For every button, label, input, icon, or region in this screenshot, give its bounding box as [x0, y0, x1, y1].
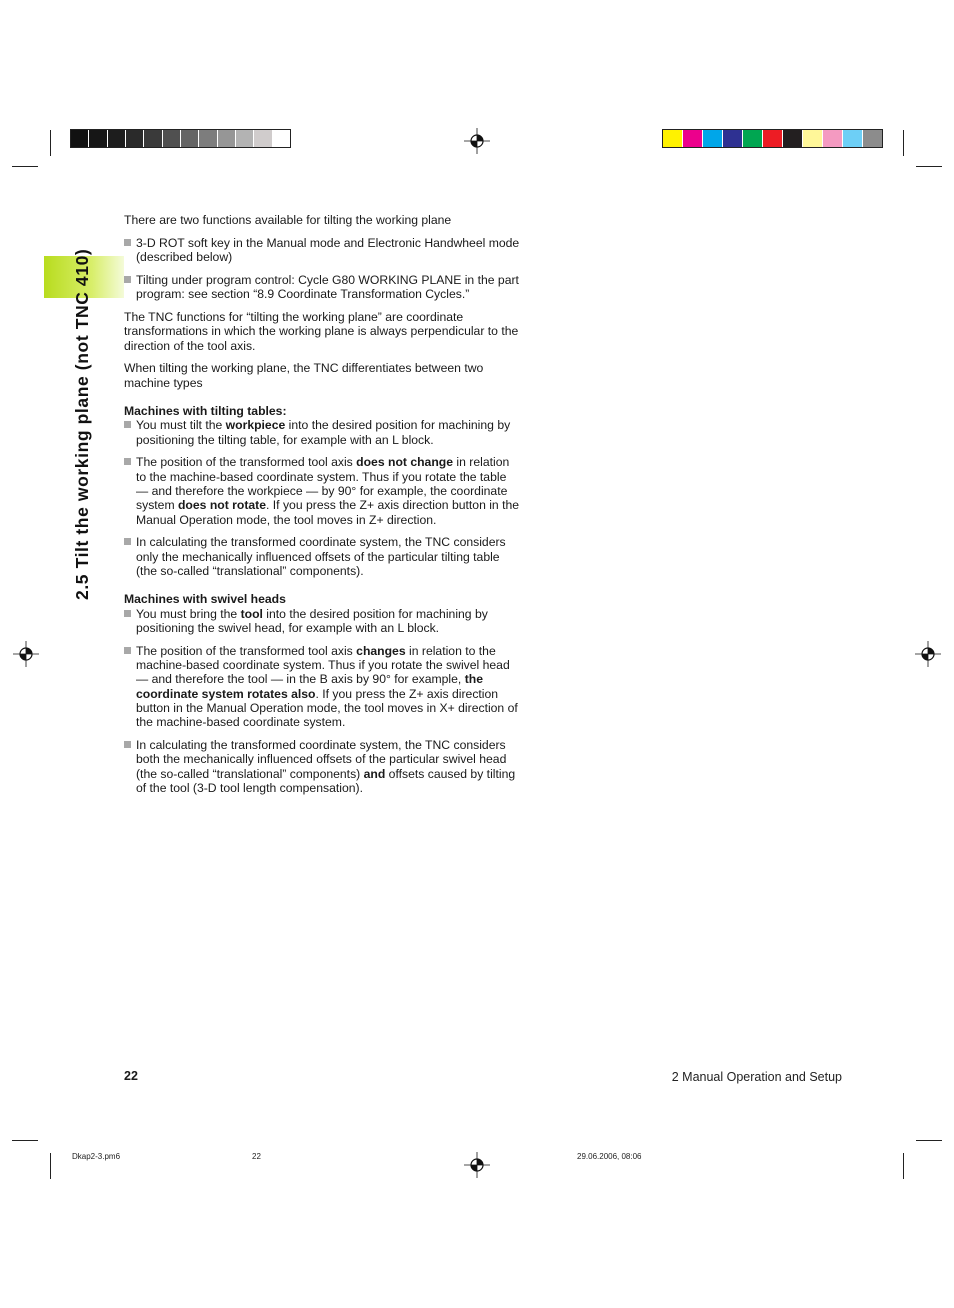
print-page: 22 [252, 1152, 261, 1161]
bullet-square-icon [124, 458, 131, 465]
color-swatch [683, 130, 703, 147]
chapter-label: 2 Manual Operation and Setup [671, 1070, 842, 1084]
color-swatch [108, 130, 126, 147]
page-number: 22 [124, 1069, 138, 1083]
body-paragraph: The TNC functions for “tilting the working plane” are coordinate transformations in which the working plane is always perpendicular to the direction of the tool axis. [124, 309, 519, 353]
color-swatch [163, 130, 181, 147]
registration-mark-icon [915, 641, 941, 667]
color-swatch [199, 130, 217, 147]
color-swatch [71, 130, 89, 147]
crop-mark [916, 1140, 942, 1141]
crop-mark [12, 166, 38, 167]
grayscale-color-bar [70, 129, 291, 148]
registration-mark-icon [464, 1152, 490, 1178]
list-item: Tilting under program control: Cycle G80 WORKING PLANE in the part program: see section “8.9 Coordinate Transformation Cycles.” [124, 273, 520, 302]
bullet-square-icon [124, 239, 131, 246]
color-swatch [783, 130, 803, 147]
crop-mark [903, 130, 904, 156]
color-swatch [126, 130, 144, 147]
subheading-tilting-tables: Machines with tilting tables: [124, 403, 287, 418]
list-item: In calculating the transformed coordinate system, the TNC considers both the mechanically influenced offsets of the particular swivel head (the so-called “translational” components) and offsets caused by tilting of the tool (3-D tool length compensation). [124, 738, 520, 795]
bullet-square-icon [124, 538, 131, 545]
color-swatch [181, 130, 199, 147]
list-item: You must tilt the workpiece into the desired position for machining by positioning the tilting table, for example with an L block. [124, 418, 520, 447]
color-swatch [703, 130, 723, 147]
crop-mark [12, 1140, 38, 1141]
color-swatch [144, 130, 162, 147]
crop-mark [903, 1153, 904, 1179]
color-swatch [823, 130, 843, 147]
print-timestamp: 29.06.2006, 08:06 [577, 1152, 642, 1161]
list-item: 3-D ROT soft key in the Manual mode and Electronic Handwheel mode (described below) [124, 236, 520, 265]
list-item: The position of the transformed tool axis does not change in relation to the machine-based coordinate system. Thus if you rotate the table — and therefore the workpiece — by 90° for example, the coordinate system does not rotate. If you press the Z+ axis direction button in the Manual Operation mode, the tool moves in Z+ direction. [124, 455, 520, 526]
bullet-square-icon [124, 610, 131, 617]
subheading-swivel-heads: Machines with swivel heads [124, 592, 286, 607]
color-swatch [236, 130, 254, 147]
color-swatch [763, 130, 783, 147]
color-swatch [218, 130, 236, 147]
intro-paragraph: There are two functions available for tilting the working plane [124, 213, 452, 227]
list-item: The position of the transformed tool axis changes in relation to the machine-based coordinate system. Thus if you rotate the swivel head — and therefore the tool — in the B axis by 90° for example, the coordinate system rotates also. If you press the Z+ axis direction button in the Manual Operation mode, the tool moves in X+ direction of the machine-based coordinate system. [124, 644, 520, 730]
crop-mark [916, 166, 942, 167]
body-paragraph: When tilting the working plane, the TNC differentiates between two machine types [124, 361, 484, 390]
color-swatch [843, 130, 863, 147]
color-swatch [273, 130, 290, 147]
registration-mark-icon [464, 128, 490, 154]
color-swatch [863, 130, 882, 147]
bullet-square-icon [124, 276, 131, 283]
crop-mark [50, 1153, 51, 1179]
print-filename: Dkap2-3.pm6 [72, 1152, 121, 1161]
color-swatch [663, 130, 683, 147]
process-color-bar [662, 129, 883, 148]
color-swatch [89, 130, 107, 147]
bullet-square-icon [124, 647, 131, 654]
list-item: You must bring the tool into the desired position for machining by positioning the swivel head, for example with an L block. [124, 607, 520, 636]
list-item: In calculating the transformed coordinate system, the TNC considers only the mechanically influenced offsets of the particular tilting table (the so-called “translational” components). [124, 535, 520, 578]
color-swatch [254, 130, 272, 147]
color-swatch [723, 130, 743, 147]
bullet-square-icon [124, 421, 131, 428]
bullet-square-icon [124, 741, 131, 748]
color-swatch [803, 130, 823, 147]
crop-mark [50, 130, 51, 156]
main-content [124, 213, 520, 804]
color-swatch [743, 130, 763, 147]
registration-mark-icon [13, 641, 39, 667]
